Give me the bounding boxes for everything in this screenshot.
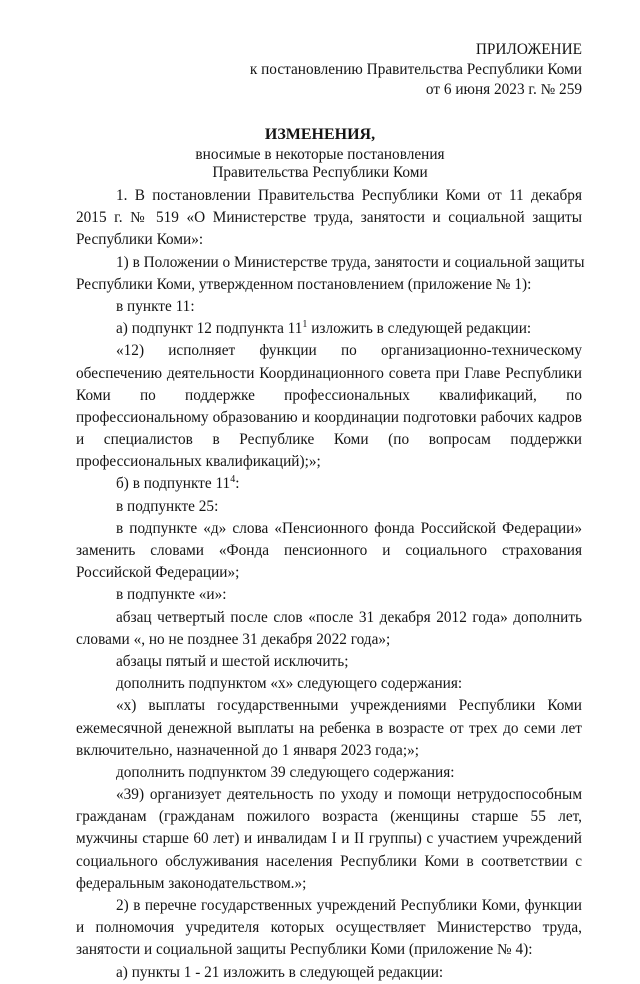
appendix-resolution-ref: к постановлению Правительства Республики Коми (249, 61, 582, 78)
body-line: в пункте 11: (116, 297, 195, 315)
body-line: 2) в перечне государственных учреждений Республики Коми, функции (116, 897, 582, 914)
body-line: ежемесячной денежной выплаты на ребенка в возрасте от трех до семи лет (76, 719, 582, 737)
body-line-text: изложить в следующей редакции: (307, 320, 532, 338)
body-line: занятости и социальной защиты Республики Коми (приложение № 4): (76, 941, 533, 959)
superscript: 4 (230, 474, 236, 486)
body-line: мужчины старше 60 лет) и инвалидам I и II группы) с участием учреждений (76, 830, 582, 848)
body-line: Республики Коми, утвержденном постановлением (приложение № 1): (76, 275, 532, 293)
body-line: словами «, но не позднее 31 декабря 2022 года»; (76, 630, 391, 648)
body-line: 1. В постановлении Правительства Республики Коми от 11 декабря (116, 187, 582, 204)
body-line: дополнить подпунктом 39 следующего содержания: (116, 763, 455, 781)
document-title: ИЗМЕНЕНИЯ, (264, 126, 376, 143)
appendix-label: ПРИЛОЖЕНИЕ (475, 41, 582, 58)
body-line: Российской Федерации»; (76, 564, 240, 582)
document-subtitle-line2: Правительства Республики Коми (212, 164, 428, 181)
body-line-text: а) подпункт 12 подпункта 11 (116, 320, 303, 338)
body-line: Коми по поддержке профессиональных квалификаций, по (76, 386, 582, 404)
body-line-text: : (235, 475, 240, 493)
body-line: 2015 г. № 519 «О Министерстве труда, занятости и социальной защиты (76, 209, 582, 227)
body-line: а) пункты 1 - 21 изложить в следующей редакции: (116, 963, 444, 981)
body-line (76, 473, 582, 495)
body-line: социального обслуживания населения Республики Коми в соответствии с (76, 852, 582, 870)
body-line: в подпункте «д» слова «Пенсионного фонда Российской Федерации» (116, 519, 582, 537)
document-subtitle-line1: вносимые в некоторые постановления (195, 146, 445, 163)
body-line: абзац четвертый после слов «после 31 декабря 2012 года» дополнить (116, 608, 582, 626)
body-line: заменить словами «Фонда пенсионного и социального страхования (76, 542, 582, 559)
superscript: 1 (302, 319, 308, 331)
body-line: профессиональных квалификаций);»; (76, 453, 321, 471)
body-line: включительно, назначенной до 1 января 2023 года;»; (76, 741, 419, 759)
body-line: «х) выплаты государственными учреждениями Республики Коми (116, 697, 582, 715)
body-line: в подпункте 25: (116, 497, 219, 515)
body-line: и специалистов в Республике Коми (по вопросам поддержки (76, 431, 582, 449)
body-line: 1) в Положении о Министерстве труда, занятости и социальной защиты (116, 253, 585, 271)
body-line: Республики Коми»: (76, 231, 204, 249)
body-line-text: б) в подпункте 11 (116, 475, 231, 493)
body-line: обеспечению деятельности Координационного совета при Главе Республики (76, 364, 582, 382)
body-line: абзацы пятый и шестой исключить; (116, 652, 349, 670)
appendix-date-number: от 6 июня 2023 г. № 259 (425, 81, 582, 98)
body-line (76, 318, 582, 340)
body-line: федеральным законодательством.»; (76, 874, 307, 892)
body-line: гражданам (гражданам пожилого возраста (женщины старше 55 лет, (76, 808, 582, 826)
document-body (76, 185, 585, 984)
body-line: дополнить подпунктом «х» следующего содержания: (116, 675, 463, 693)
body-line: профессиональному образованию и координации подготовки рабочих кадров (76, 408, 582, 426)
body-line: в подпункте «и»: (116, 586, 227, 604)
body-line: «39) организует деятельность по уходу и помощи нетрудоспособным (116, 786, 582, 804)
body-line: «12) исполняет функции по организационно-техническому (116, 342, 582, 360)
body-line: и полномочия учредителя которых осуществляет Министерство труда, (76, 919, 582, 937)
